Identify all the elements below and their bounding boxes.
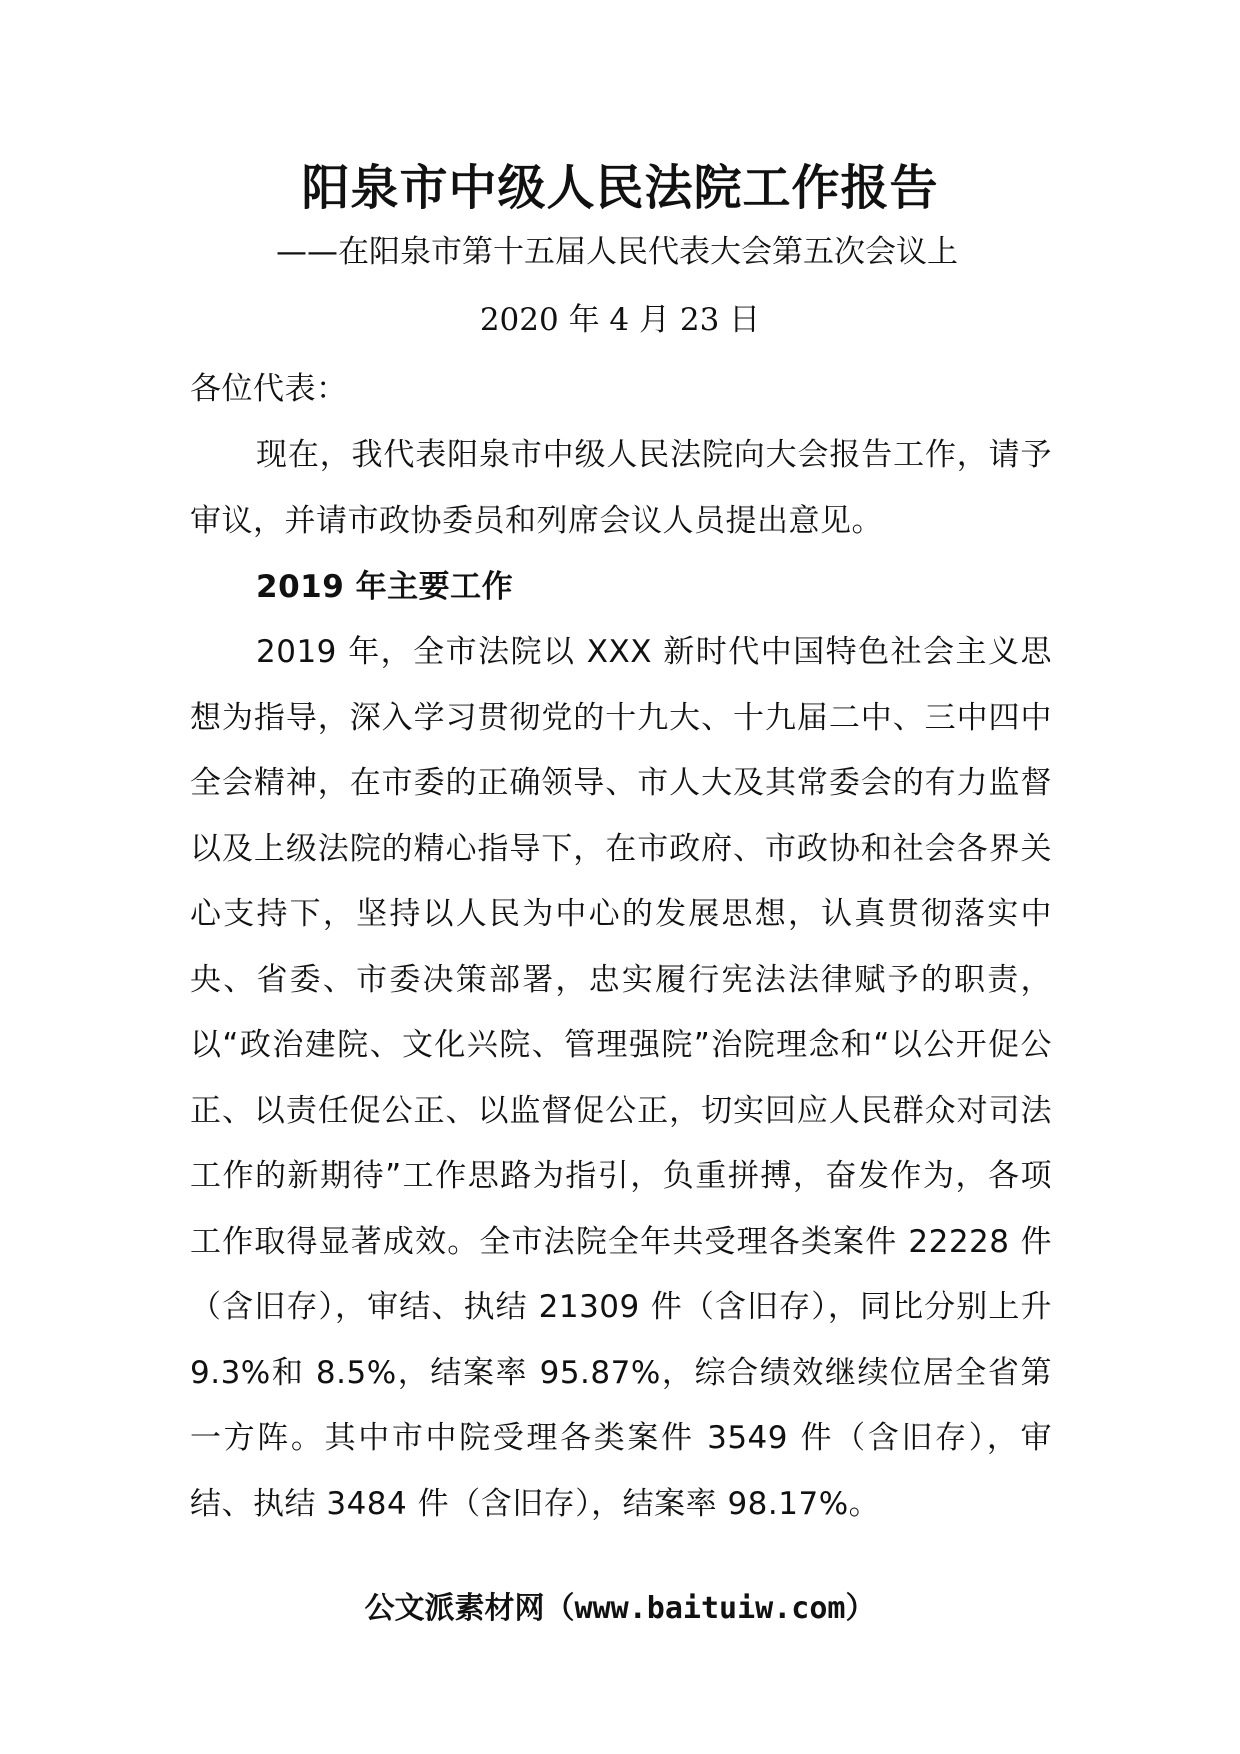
document-subtitle: ——在阳泉市第十五届人民代表大会第五次会议上: [276, 234, 958, 270]
footer-watermark: [0, 1587, 1240, 1631]
footer-site-name: 公文派素材网: [364, 1591, 545, 1626]
section-heading: 2019 年主要工作: [256, 569, 514, 605]
footer-url: （www.baituiw.com）: [544, 1591, 876, 1626]
intro-paragraph: 现在，我代表阳泉市中级人民法院向大会报告工作，请予审议，并请市政协委员和列席会议人员提出意见。: [190, 437, 1052, 539]
document-title: 阳泉市中级人民法院工作报告: [301, 160, 939, 216]
document-date: 2020 年 4 月 23 日: [479, 302, 761, 338]
main-paragraph: 2019 年，全市法院以 XXX 新时代中国特色社会主义思想为指导，深入学习贯彻党的十九大、十九届二中、三中四中全会精神，在市委的正确领导、市人大及其常委会的有力监督以及上级法院的精心指导下，在市政府、市政协和社会各界关心支持下，坚持以人民为中心的发展思想，认真贯彻落实中央、省委、市委决策部署，忠实履行宪法法律赋予的职责，以“政治建院、文化兴院、管理强院”治院理念和“以公开促公正、以责任促公正、以监督促公正，切实回应人民群众对司法工作的新期待”工作思路为指引，负重拼搏，奋发作为，各项工作取得显著成效。全市法院全年共受理各类案件 22228 件（含旧存），审结、执结 21309 件（含旧存），同比分别上升 9.3%和 8.5%，结案率 95.87%，综合绩效继续位居全省第一方阵。其中市中院受理各类案件 3549 件（含旧存），审结、执结 3484 件（含旧存），结案率 98.17%。: [190, 634, 1052, 1522]
salutation: 各位代表：: [190, 371, 348, 407]
